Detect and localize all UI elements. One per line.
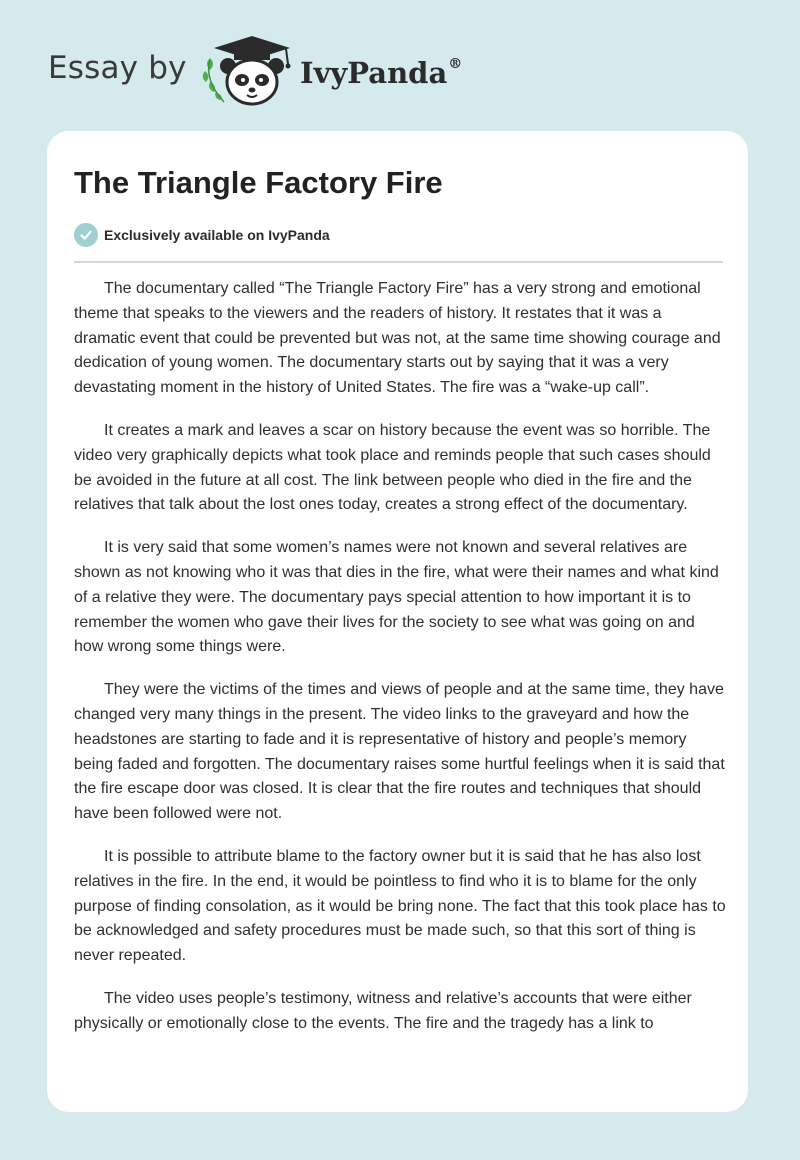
paragraph: The video uses people’s testimony, witness and relative’s accounts that were either physically or emotionally close to the events. The fire and the tragedy has a link to [74, 989, 692, 1032]
ivypanda-logo[interactable] [200, 30, 300, 110]
paragraph: They were the victims of the times and views of people and at the same time, they have changed very many things in the present. The video links to the graveyard and how the headstones are starting to fade and it is representative of history and people’s memory being faded and forgotten. The documentary raises some hurtful feelings when it is said that the fire escape door was closed. It is clear that the fire routes and techniques that should have been followed were not. [74, 681, 725, 823]
site-header [0, 0, 800, 130]
title-divider [74, 261, 723, 263]
exclusive-badge [74, 223, 330, 247]
exclusive-badge-text: Exclusively available on IvyPanda [104, 227, 330, 243]
brand-name[interactable] [300, 56, 462, 90]
paragraph: It is possible to attribute blame to the factory owner but it is said that he has also lost relatives in the fire. In the end, it would be pointless to find who it is to blame for the only purpose of finding consolation, as it would be bring none. The fact that this took place has to be acknowledged and safety procedures must be made such, so that this sort of thing is never repeated. [74, 847, 726, 965]
essay-card [47, 131, 748, 1112]
brand-text: IvyPanda [300, 56, 448, 90]
paragraph: It is very said that some women’s names were not known and several relatives are shown as not knowing who it was that dies in the fire, what were their names and what kind of a relative they were. The documentary pays special attention to how important it is to remember the women who gave their lives for the society to see what was going on and how wrong some things were. [74, 539, 719, 656]
panda-graduate-icon [200, 30, 300, 110]
registered-mark: ® [448, 56, 463, 73]
paragraph: The documentary called “The Triangle Factory Fire” has a very strong and emotional theme that speaks to the viewers and the readers of history. It restates that it was a dramatic event that could be prevented but was not, at the same time showing courage and dedication of young women. The documentary starts out by saying that it was a very devastating moment in the history of United States. The fire was a “wake-up call”. [74, 280, 721, 397]
essay-by-label: Essay by [48, 50, 187, 86]
check-icon [74, 223, 98, 247]
paragraph: It creates a mark and leaves a scar on history because the event was so horrible. The video very graphically depicts what took place and reminds people that such cases should be avoided in the future at all cost. The link between people who died in the fire and the relatives that talk about the lost ones today, creates a strong effect of the documentary. [74, 421, 711, 514]
essay-body [74, 277, 726, 1055]
page-title: The Triangle Factory Fire [74, 165, 443, 200]
